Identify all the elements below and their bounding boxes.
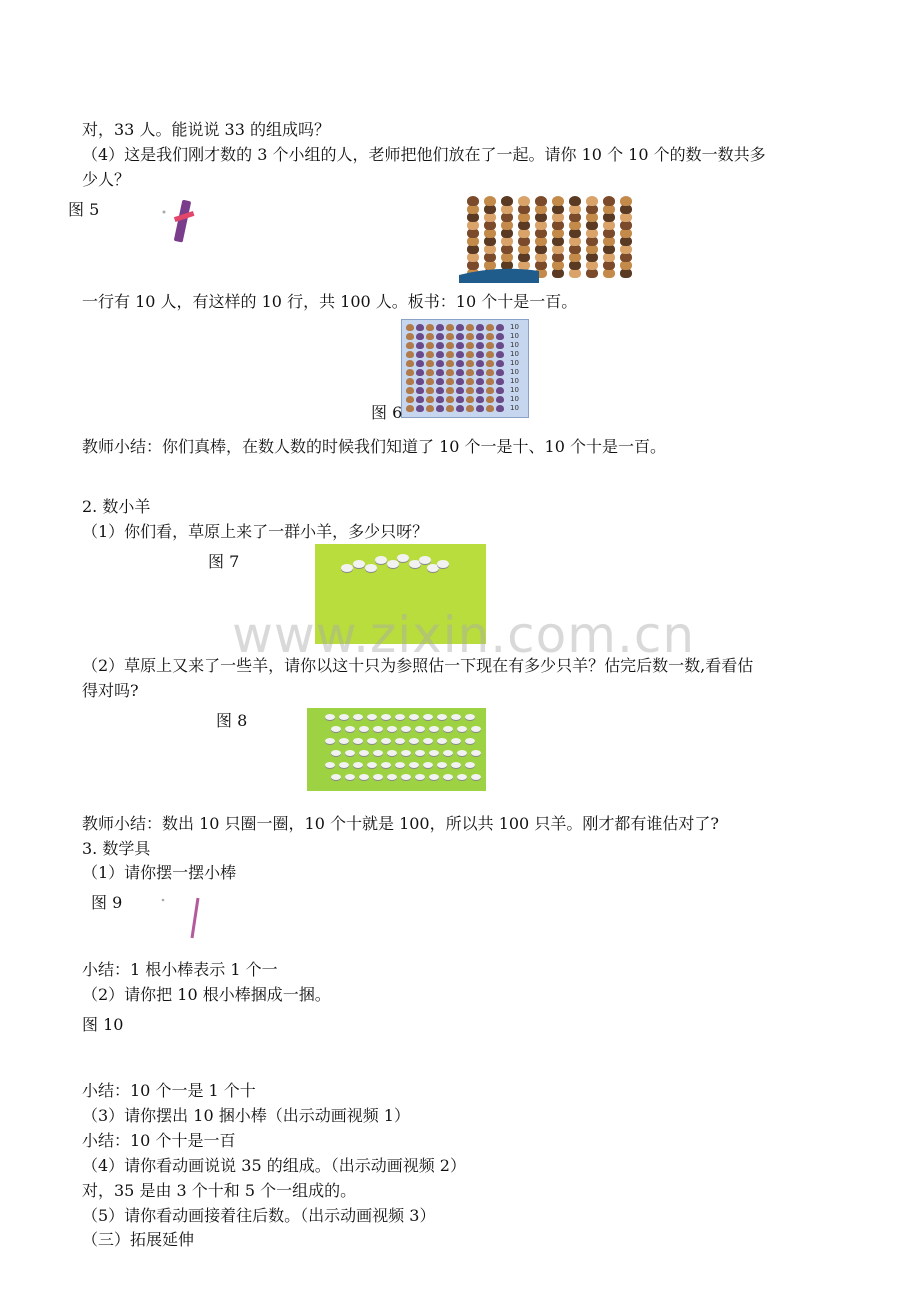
sheep-icon: [395, 714, 405, 720]
person-icon: [486, 333, 494, 340]
person-icon: [476, 405, 484, 412]
text-line: （4）这是我们刚才数的 3 个小组的人，老师把他们放在了一起。请你 10 个 10 个的数一数共多: [82, 145, 766, 164]
sheep-icon: [457, 726, 467, 732]
sheep-icon: [429, 726, 439, 732]
watermark: www.zixin.com.cn: [232, 606, 696, 664]
section-heading: 3. 数学具: [82, 839, 151, 858]
person-icon: [406, 333, 414, 340]
sheep-icon: [325, 714, 335, 720]
sheep-icon: [387, 774, 397, 780]
sheep-icon: [345, 774, 355, 780]
people-rows-image: [401, 319, 529, 418]
sheep-icon: [401, 726, 411, 732]
person-icon: [436, 324, 444, 331]
person-icon: [486, 360, 494, 367]
sheep-icon: [325, 738, 335, 744]
single-stick-image: [158, 894, 208, 940]
row-count-label: 10: [510, 395, 519, 403]
sheep-icon: [457, 750, 467, 756]
person-icon: [496, 387, 504, 394]
sheep-icon: [381, 738, 391, 744]
person-icon: [416, 405, 424, 412]
sheep-icon: [465, 762, 475, 768]
sheep-icon: [367, 738, 377, 744]
sheep-icon: [451, 738, 461, 744]
person-icon: [436, 360, 444, 367]
sheep-icon: [437, 762, 447, 768]
text-line: （3）请你摆出 10 捆小棒（出示动画视频 1）: [82, 1106, 410, 1125]
sheep-icon: [401, 774, 411, 780]
person-icon: [486, 342, 494, 349]
row-count-label: 10: [510, 323, 519, 331]
sheep-icon: [409, 714, 419, 720]
text-line: 小结：10 个十是一百: [82, 1131, 236, 1150]
person-icon: [446, 396, 454, 403]
person-icon: [436, 351, 444, 358]
person-icon: [486, 324, 494, 331]
person-icon: [476, 324, 484, 331]
text-line: （1）你们看，草原上来了一群小羊，多少只呀？: [82, 522, 429, 541]
decorative-wave: [459, 263, 639, 283]
person-icon: [436, 333, 444, 340]
person-icon: [486, 405, 494, 412]
text-line: 一行有 10 人，有这样的 10 行，共 100 人。板书：10 个十是一百。: [82, 292, 578, 311]
person-icon: [476, 369, 484, 376]
sheep-icon: [465, 714, 475, 720]
person-icon: [467, 196, 479, 206]
person-icon: [406, 342, 414, 349]
person-icon: [426, 396, 434, 403]
person-icon: [456, 342, 464, 349]
sheep-icon: [331, 750, 341, 756]
sheep-flock-image: [307, 708, 486, 791]
sheep-icon: [409, 762, 419, 768]
person-icon: [476, 342, 484, 349]
row-count-label: 10: [510, 341, 519, 349]
person-icon: [496, 396, 504, 403]
person-icon: [476, 360, 484, 367]
row-count-label: 10: [510, 404, 519, 412]
sheep-icon: [345, 726, 355, 732]
person-icon: [466, 369, 474, 376]
row-count-label: 10: [510, 332, 519, 340]
person-icon: [496, 333, 504, 340]
sheep-icon: [429, 774, 439, 780]
person-icon: [416, 378, 424, 385]
person-icon: [426, 351, 434, 358]
person-icon: [446, 405, 454, 412]
sheep-icon: [367, 762, 377, 768]
sheep-icon: [325, 762, 335, 768]
person-icon: [496, 378, 504, 385]
person-icon: [446, 387, 454, 394]
sheep-icon: [353, 762, 363, 768]
sheep-icon: [471, 750, 481, 756]
person-icon: [476, 387, 484, 394]
sheep-icon: [471, 726, 481, 732]
person-icon: [518, 196, 530, 206]
person-icon: [456, 396, 464, 403]
sheep-icon: [353, 714, 363, 720]
text-line: 对，35 是由 3 个十和 5 个一组成的。: [82, 1181, 357, 1200]
person-icon: [476, 351, 484, 358]
text-line: 得对吗?: [82, 681, 139, 700]
person-icon: [446, 324, 454, 331]
person-icon: [416, 333, 424, 340]
sheep-icon: [395, 738, 405, 744]
sheep-icon: [443, 774, 453, 780]
person-icon: [416, 396, 424, 403]
person-icon: [501, 196, 513, 206]
text-line: （4）请你看动画说说 35 的组成。（出示动画视频 2）: [82, 1156, 466, 1175]
sheep-icon: [401, 750, 411, 756]
person-icon: [603, 196, 615, 206]
person-icon: [436, 387, 444, 394]
row-count-label: 10: [510, 350, 519, 358]
person-icon: [406, 324, 414, 331]
person-icon: [436, 342, 444, 349]
sheep-icon: [437, 714, 447, 720]
person-icon: [476, 378, 484, 385]
person-icon: [466, 396, 474, 403]
person-icon: [446, 369, 454, 376]
person-icon: [436, 369, 444, 376]
person-icon: [416, 360, 424, 367]
row-count-label: 10: [510, 359, 519, 367]
person-icon: [484, 196, 496, 206]
sheep-icon: [465, 738, 475, 744]
person-icon: [476, 333, 484, 340]
sheep-icon: [443, 726, 453, 732]
person-icon: [426, 378, 434, 385]
sheep-icon: [373, 750, 383, 756]
sheep-icon: [353, 738, 363, 744]
figure-caption: 图 8: [216, 711, 248, 730]
text-line: 少人？: [82, 170, 131, 189]
person-icon: [426, 360, 434, 367]
sheep-icon: [437, 738, 447, 744]
sheep-icon: [339, 762, 349, 768]
sheep-icon: [451, 714, 461, 720]
person-icon: [446, 333, 454, 340]
text-line: 小结：1 根小棒表示 1 个一: [82, 960, 278, 979]
person-icon: [416, 351, 424, 358]
person-icon: [466, 342, 474, 349]
sheep-icon: [339, 738, 349, 744]
person-icon: [406, 387, 414, 394]
person-icon: [456, 387, 464, 394]
person-icon: [456, 333, 464, 340]
person-icon: [406, 369, 414, 376]
figure-caption: 图 6: [371, 403, 403, 422]
sheep-icon: [387, 726, 397, 732]
person-icon: [496, 405, 504, 412]
sheep-icon: [373, 726, 383, 732]
person-icon: [426, 333, 434, 340]
text-line: （1）请你摆一摆小棒: [82, 863, 237, 882]
person-icon: [446, 351, 454, 358]
person-icon: [436, 378, 444, 385]
sheep-icon: [471, 774, 481, 780]
sheep-icon: [423, 714, 433, 720]
text-line: 教师小结：数出 10 只圈一圈，10 个十就是 100，所以共 100 只羊。刚才都有谁估对了?: [82, 814, 719, 833]
person-icon: [486, 387, 494, 394]
sheep-icon: [415, 750, 425, 756]
sheep-icon: [331, 726, 341, 732]
person-icon: [486, 351, 494, 358]
person-icon: [436, 405, 444, 412]
person-icon: [466, 378, 474, 385]
person-icon: [486, 369, 494, 376]
person-icon: [446, 378, 454, 385]
sheep-icon: [359, 774, 369, 780]
person-icon: [406, 396, 414, 403]
sheep-icon: [373, 774, 383, 780]
person-icon: [406, 378, 414, 385]
sheep-icon: [339, 714, 349, 720]
person-icon: [416, 369, 424, 376]
figure-caption: 图 7: [208, 552, 240, 571]
row-count-label: 10: [510, 386, 519, 394]
people-grid-image: [459, 193, 639, 283]
text-line: 对，33 人。能说说 33 的组成吗？: [82, 120, 330, 139]
person-icon: [466, 360, 474, 367]
sheep-icon: [395, 762, 405, 768]
sheep-icon: [381, 714, 391, 720]
person-icon: [456, 378, 464, 385]
person-icon: [446, 360, 454, 367]
person-icon: [620, 196, 632, 206]
section-heading: 2. 数小羊: [82, 497, 151, 516]
sheep-icon: [423, 762, 433, 768]
person-icon: [426, 324, 434, 331]
person-icon: [426, 387, 434, 394]
person-icon: [496, 324, 504, 331]
figure-caption: 图 5: [68, 200, 100, 219]
person-icon: [456, 324, 464, 331]
person-icon: [476, 396, 484, 403]
text-line: （5）请你看动画接着往后数。（出示动画视频 3）: [82, 1206, 436, 1225]
person-icon: [426, 405, 434, 412]
sheep-icon: [415, 726, 425, 732]
person-icon: [426, 369, 434, 376]
person-icon: [466, 351, 474, 358]
stick-bundle-image: [160, 196, 206, 246]
person-icon: [426, 342, 434, 349]
sheep-icon: [443, 750, 453, 756]
text-line: 教师小结：你们真棒，在数人数的时候我们知道了 10 个一是十、10 个十是一百。: [82, 437, 666, 456]
person-icon: [466, 333, 474, 340]
sheep-icon: [387, 750, 397, 756]
text-line: （2）草原上又来了一些羊，请你以这十只为参照估一下现在有多少只羊？估完后数一数,看看估: [82, 656, 754, 675]
figure-caption: 图 10: [82, 1015, 124, 1034]
sheep-icon: [359, 726, 369, 732]
person-icon: [436, 396, 444, 403]
person-icon: [486, 396, 494, 403]
person-icon: [456, 405, 464, 412]
person-icon: [456, 369, 464, 376]
person-icon: [446, 342, 454, 349]
person-icon: [456, 351, 464, 358]
row-count-label: 10: [510, 368, 519, 376]
text-line: （2）请你把 10 根小棒捆成一捆。: [82, 985, 331, 1004]
sheep-icon: [415, 774, 425, 780]
person-icon: [416, 324, 424, 331]
text-line: （三）拓展延伸: [82, 1230, 195, 1249]
sheep-icon: [457, 774, 467, 780]
person-icon: [416, 387, 424, 394]
text-line: 小结：10 个一是 1 个十: [82, 1081, 256, 1100]
row-count-label: 10: [510, 377, 519, 385]
sheep-icon: [423, 738, 433, 744]
sheep-icon: [409, 738, 419, 744]
person-icon: [456, 360, 464, 367]
person-icon: [466, 387, 474, 394]
sheep-icon: [345, 750, 355, 756]
sheep-icon: [359, 750, 369, 756]
person-icon: [406, 405, 414, 412]
person-icon: [466, 405, 474, 412]
person-icon: [535, 196, 547, 206]
person-icon: [406, 351, 414, 358]
person-icon: [552, 196, 564, 206]
person-icon: [496, 351, 504, 358]
person-icon: [486, 378, 494, 385]
sheep-icon: [331, 774, 341, 780]
person-icon: [496, 369, 504, 376]
person-icon: [406, 360, 414, 367]
sheep-icon: [367, 714, 377, 720]
figure-caption: 图 9: [91, 893, 123, 912]
person-icon: [586, 196, 598, 206]
person-icon: [466, 324, 474, 331]
sheep-icon: [429, 750, 439, 756]
person-icon: [496, 342, 504, 349]
sheep-icon: [381, 762, 391, 768]
person-icon: [569, 196, 581, 206]
person-icon: [496, 360, 504, 367]
person-icon: [416, 342, 424, 349]
sheep-icon: [451, 762, 461, 768]
